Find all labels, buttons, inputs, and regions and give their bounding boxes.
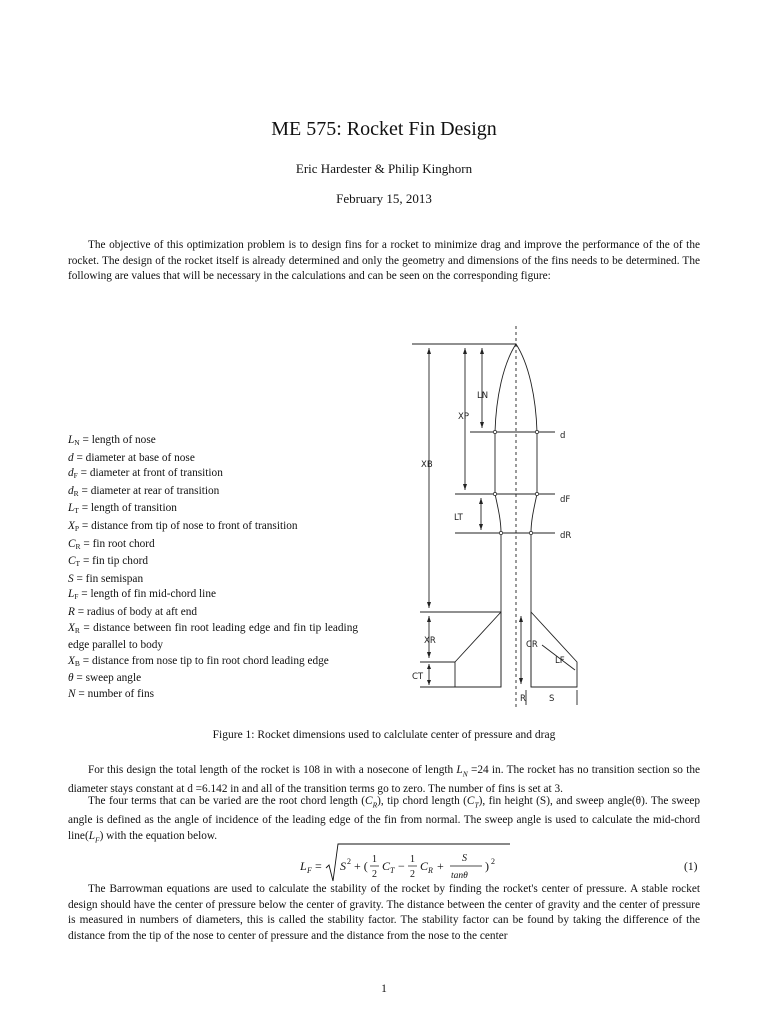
label-cr: CR [526, 640, 538, 650]
definition-item [68, 451, 358, 467]
definition-text: = distance between fin root leading edge and fin tip leading edge parallel to body [68, 621, 358, 652]
label-d: d [560, 431, 566, 441]
definition-item [68, 433, 358, 451]
label-ln: LN [477, 391, 489, 401]
definition-text: = distance from tip of nose to front of transition [79, 519, 298, 532]
label-xp: XP [458, 412, 469, 422]
svg-text:−: − [398, 859, 405, 873]
definition-item [68, 587, 358, 605]
definition-symbol: X [68, 621, 75, 634]
definition-item [68, 537, 358, 555]
definition-text: = sweep angle [73, 672, 142, 685]
fin-left [455, 612, 501, 687]
definition-symbol: L [68, 502, 75, 515]
definition-text: = radius of body at aft end [74, 605, 198, 618]
definition-symbol: L [68, 434, 75, 446]
definition-text: = fin semispan [73, 572, 144, 585]
definition-subscript: T [75, 559, 81, 569]
body-paragraph-1: For this design the total length of the rocket is 108 in with a nosecone of length $L_N =24$ in. The rocket has no transition section so the diameter stays constant at d =6.142 in and all of the transition terms go to zero. The number of fins is set at 3. [68, 764, 701, 795]
body-paragraph-2: The four terms that can be varied are the root chord length $(C_R)$, tip chord length $(C_T)$, fin height (S), and sweep angle(θ). The sweep angle is defined as the angle of incidence of the leading edge of the fin from normal. The sweep angle is used to calculate the mid-chord $line(L_F)$ with the equation below. [68, 795, 701, 844]
definition-list [68, 433, 358, 703]
svg-text:tanθ: tanθ [451, 871, 468, 881]
rocket-figure [400, 320, 600, 710]
definition-text: = distance from nose tip to fin root chord leading edge [79, 654, 329, 667]
svg-text:S: S [340, 859, 346, 873]
definition-text: = length of nose [79, 434, 156, 446]
definition-item [68, 671, 358, 687]
definition-subscript: F [74, 592, 79, 602]
definition-text: = diameter at base of nose [73, 451, 195, 464]
definition-subscript: B [74, 658, 80, 668]
authors: Eric Hardester & Philip Kinghorn [295, 161, 473, 176]
definition-text: = length of transition [78, 502, 177, 515]
definition-item [68, 501, 358, 519]
equation-number: (1) [684, 861, 698, 873]
label-xr: XR [424, 636, 436, 646]
definition-subscript: T [74, 506, 79, 516]
svg-text:+: + [437, 859, 444, 873]
definition-text: = diameter at front of transition [77, 467, 223, 480]
body-paragraph-3: The Barrowman equations are used to calculate the stability of the rocket by finding the rocket's center of pressure. A stable rocket design should have the center of pressure below the center of gravity. The distance between the center of gravity and the center of pressure is measured in numbers of diameters, this is called the stability factor. The stability factor can be found by taking the difference of the distance from the tip of the nose to center of pressure and the distance from the nose to the center [68, 883, 700, 943]
definition-symbol: X [68, 654, 75, 667]
label-dr: dR [560, 531, 572, 541]
definition-symbol: d [68, 451, 74, 464]
svg-text:=: = [315, 859, 322, 873]
definition-text: = fin root chord [80, 537, 155, 550]
svg-text:1: 1 [410, 854, 415, 865]
date: February 15, 2013 [336, 191, 432, 206]
svg-text:T: T [390, 866, 395, 875]
svg-text:S: S [462, 853, 467, 864]
definition-text: = number of fins [75, 687, 155, 700]
label-lf: LF [555, 656, 565, 666]
definition-item [68, 605, 358, 621]
definition-item [68, 621, 358, 654]
definition-item [68, 572, 358, 588]
definition-text: = fin tip chord [80, 555, 149, 568]
figure-caption: Figure 1: Rocket dimensions used to calclulate center of pressure and drag [212, 729, 556, 741]
definition-text: = length of fin mid-chord line [78, 588, 216, 601]
definition-symbol: C [68, 537, 76, 550]
svg-text:R: R [428, 866, 433, 875]
definition-subscript: R [73, 488, 79, 498]
svg-text:C: C [382, 859, 391, 873]
label-xb: XB [421, 460, 433, 470]
fin-right [531, 612, 577, 687]
definition-symbol: d [68, 467, 74, 480]
intro-paragraph: The objective of this optimization problem is to design fins for a rocket to minimize drag and improve the performance of the of the rocket. The design of the rocket itself is already determined and only the geometry and dimensions of the fins needs to be determined. The following are values that will be necessary in the calculations and can be seen on the corresponding figure: [68, 239, 700, 283]
definition-symbol: X [68, 519, 75, 532]
label-lt: LT [454, 513, 463, 523]
definition-item [68, 484, 358, 502]
label-df: dF [560, 495, 571, 505]
definition-symbol: d [68, 484, 74, 497]
svg-text:+ (: + ( [354, 859, 368, 873]
definition-text: = diameter at rear of transition [78, 484, 220, 497]
svg-text:2: 2 [491, 857, 495, 866]
label-r: R [520, 694, 526, 704]
definition-symbol: N [68, 687, 76, 700]
svg-text:2: 2 [347, 857, 351, 866]
definition-item [68, 687, 358, 703]
label-s: S [549, 694, 555, 704]
svg-text:F: F [307, 866, 312, 875]
definition-item [68, 466, 358, 484]
definition-item [68, 554, 358, 572]
svg-text:): ) [485, 859, 489, 873]
definition-symbol: C [68, 555, 76, 568]
label-ct: CT [412, 672, 424, 682]
svg-text:2: 2 [410, 869, 415, 880]
definition-subscript: R [74, 625, 80, 635]
svg-text:C: C [420, 859, 429, 873]
definition-symbol: S [68, 572, 74, 585]
definition-symbol: R [68, 605, 75, 618]
definition-symbol: θ [68, 672, 74, 685]
definition-subscript: P [74, 523, 80, 533]
svg-text:L: L [300, 859, 307, 873]
definition-subscript: N [74, 438, 80, 447]
svg-text:2: 2 [372, 869, 377, 880]
page-number: 1 [381, 983, 387, 995]
definition-symbol: L [68, 588, 75, 601]
definition-item [68, 654, 358, 672]
definition-subscript: F [73, 471, 78, 481]
svg-text:1: 1 [372, 854, 377, 865]
definition-item [68, 519, 358, 537]
paper-title: ME 575: Rocket Fin Design [271, 118, 497, 140]
definition-subscript: R [75, 541, 81, 551]
